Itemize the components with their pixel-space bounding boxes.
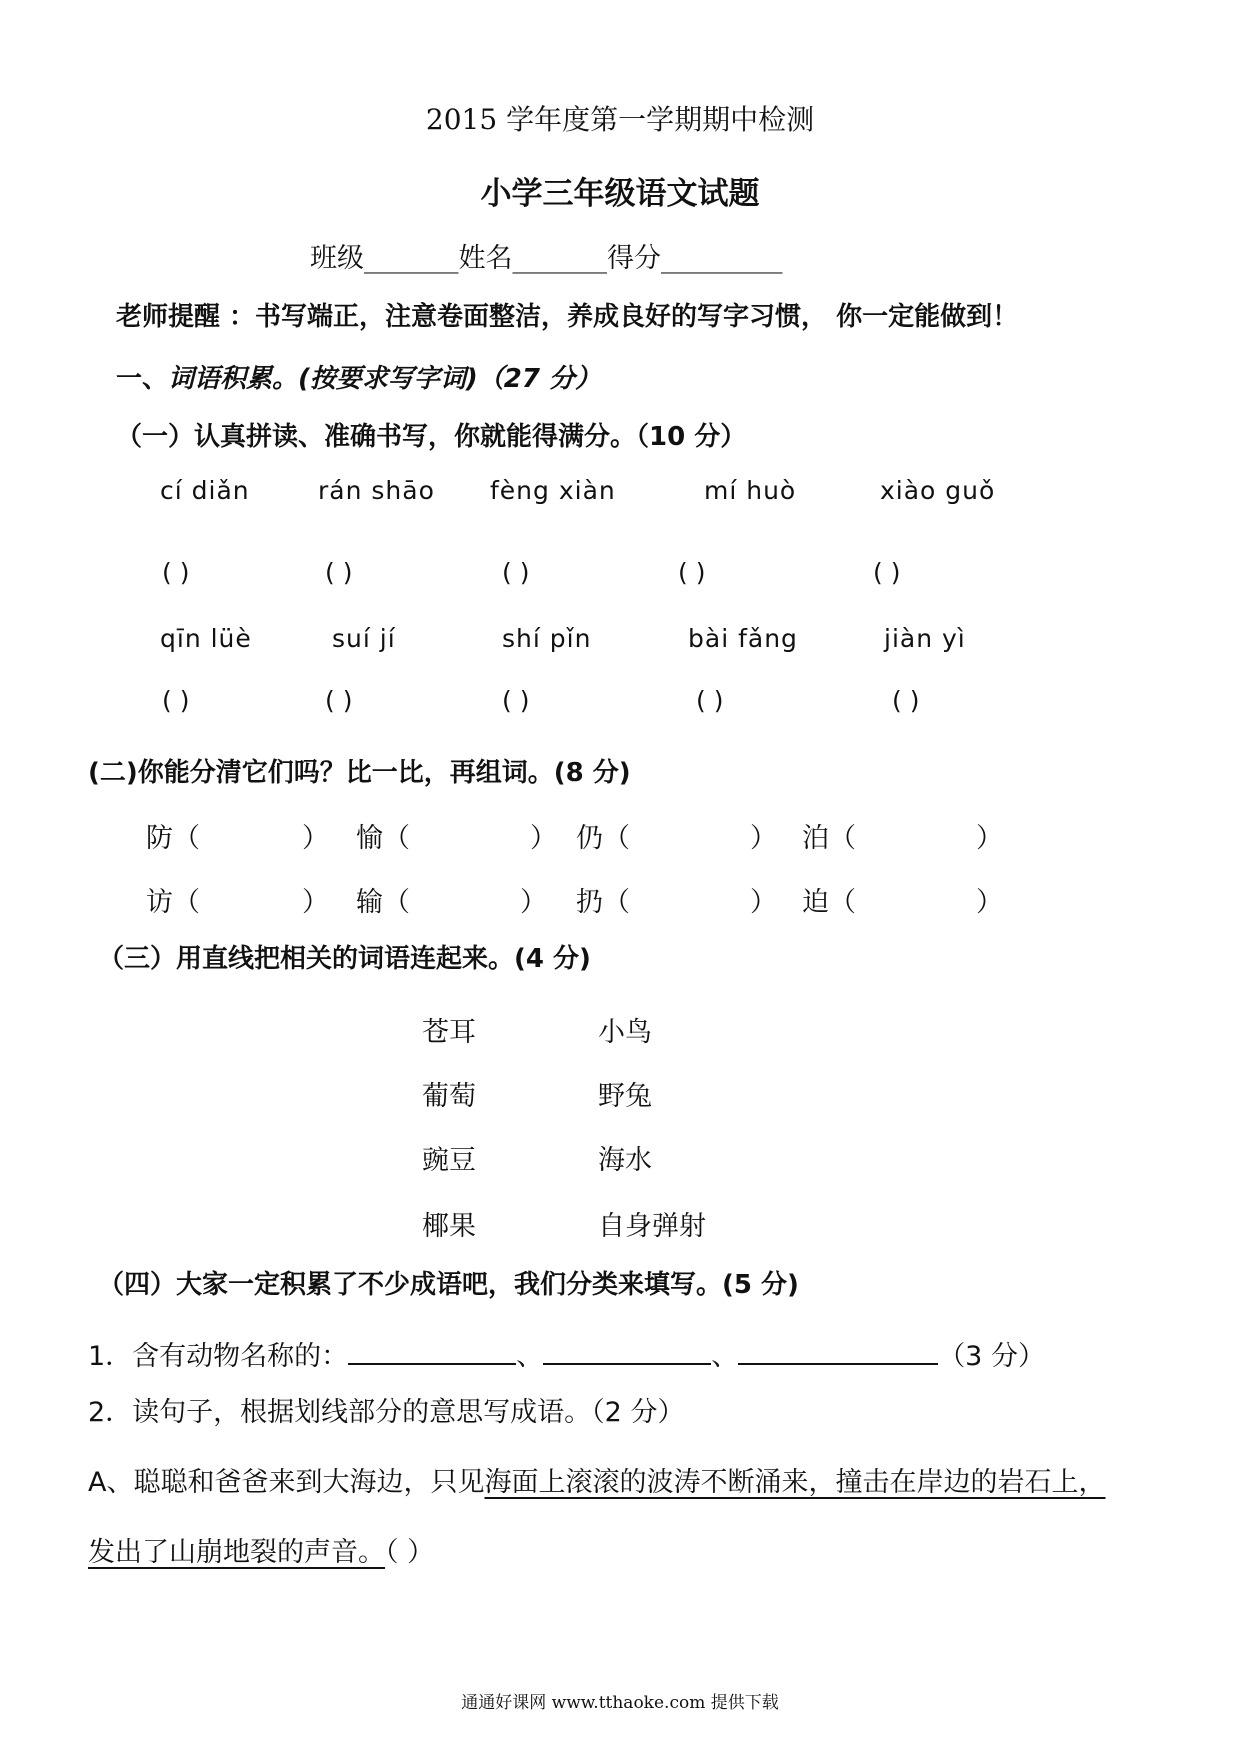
- close-paren: ）: [302, 823, 329, 854]
- student-info-fields: 班级_______姓名_______得分_________: [310, 243, 783, 274]
- close-paren: ）: [302, 887, 329, 918]
- page-footer: 通通好课网 www.tthaoke.com 提供下载: [461, 1693, 779, 1713]
- pinyin-2: rán shāo: [318, 476, 435, 505]
- section-1-heading: [116, 358, 601, 395]
- question-1: [88, 1334, 1045, 1373]
- part-4-title: （四）大家一定积累了不少成语吧，我们分类来填写。(5 分): [98, 1270, 799, 1300]
- match-right-word: 海水: [598, 1145, 652, 1176]
- match-right-word: 自身弹射: [598, 1211, 706, 1242]
- close-paren: ）: [750, 887, 777, 918]
- part-1-title: （一）认真拼读、准确书写，你就能得满分。（10 分）: [116, 422, 747, 452]
- char-compare: 访（: [146, 887, 200, 918]
- answer-blank[interactable]: ( ): [162, 686, 190, 715]
- char-compare: 仍（: [576, 823, 630, 854]
- match-left-word: 苍耳: [422, 1017, 476, 1048]
- char-compare: 输（: [356, 887, 410, 918]
- exam-title: 2015 学年度第一学期期中检测: [425, 103, 815, 136]
- char-compare: 愉（: [356, 823, 410, 854]
- char-compare: 扔（: [576, 887, 630, 918]
- pinyin-10: jiàn yì: [884, 624, 966, 653]
- pinyin-9: bài fǎng: [688, 624, 798, 653]
- char-compare: 泊（: [802, 823, 856, 854]
- question-1-label: 1．含有动物名称的：: [88, 1341, 349, 1372]
- sentence-a-underlined-2: 发出了山崩地裂的声音。: [88, 1537, 385, 1568]
- answer-blank[interactable]: ( ): [502, 686, 530, 715]
- close-paren: ）: [750, 823, 777, 854]
- close-paren: ）: [976, 887, 1003, 918]
- match-left-word: 椰果: [422, 1211, 476, 1242]
- separator: 、: [711, 1341, 739, 1372]
- char-compare: 迫（: [802, 887, 856, 918]
- part-3-title: （三）用直线把相关的词语连起来。(4 分): [98, 944, 591, 974]
- sentence-a-prefix: A、聪聪和爸爸来到大海边，只见: [88, 1467, 485, 1498]
- match-right-word: 小鸟: [598, 1017, 652, 1048]
- answer-blank[interactable]: ( ): [502, 558, 530, 587]
- sentence-a-line-1: [88, 1460, 1105, 1499]
- answer-blank[interactable]: ( ): [325, 686, 353, 715]
- exam-subtitle: 小学三年级语文试题: [480, 176, 760, 212]
- pinyin-5: xiào guǒ: [880, 476, 996, 505]
- match-left-word: 豌豆: [422, 1145, 476, 1176]
- pinyin-3: fèng xiàn: [490, 476, 616, 505]
- pinyin-6: qīn lüè: [160, 624, 252, 653]
- answer-blank[interactable]: ( ): [696, 686, 724, 715]
- match-right-word: 野兔: [598, 1081, 652, 1112]
- idiom-blank-3[interactable]: [738, 1337, 938, 1365]
- answer-blank[interactable]: ( ): [892, 686, 920, 715]
- teacher-reminder: 老师提醒 ：书写端正，注意卷面整洁，养成良好的写字习惯， 你一定能做到！: [116, 302, 1019, 332]
- match-left-word: 葡萄: [422, 1081, 476, 1112]
- idiom-blank-1[interactable]: [348, 1337, 516, 1365]
- idiom-blank-2[interactable]: [543, 1337, 711, 1365]
- close-paren: ）: [520, 887, 547, 918]
- answer-blank[interactable]: ( ): [873, 558, 901, 587]
- pinyin-1: cí diǎn: [160, 476, 250, 505]
- part-2-title: (二)你能分清它们吗？比一比，再组词。(8 分): [88, 758, 631, 788]
- sentence-a-underlined-1: 海面上滚滚的波涛不断涌来，撞击在岸边的岩石上，: [484, 1467, 1106, 1498]
- question-1-score: （3 分）: [938, 1341, 1045, 1372]
- pinyin-8: shí pǐn: [502, 624, 592, 653]
- close-paren: ）: [530, 823, 557, 854]
- section-1-prefix: 一、: [116, 364, 169, 394]
- sentence-a-answer-blank[interactable]: （ ）: [385, 1537, 435, 1568]
- section-1-title: 词语积累。(按要求写字词)（27 分）: [168, 364, 602, 394]
- answer-blank[interactable]: ( ): [162, 558, 190, 587]
- answer-blank[interactable]: ( ): [678, 558, 706, 587]
- pinyin-7: suí jí: [332, 624, 396, 653]
- pinyin-4: mí huò: [704, 476, 797, 505]
- question-2: 2．读句子，根据划线部分的意思写成语。（2 分）: [88, 1397, 685, 1428]
- separator: 、: [516, 1341, 544, 1372]
- answer-blank[interactable]: ( ): [325, 558, 353, 587]
- char-compare: 防（: [146, 823, 200, 854]
- sentence-a-line-2: [88, 1530, 434, 1569]
- close-paren: ）: [976, 823, 1003, 854]
